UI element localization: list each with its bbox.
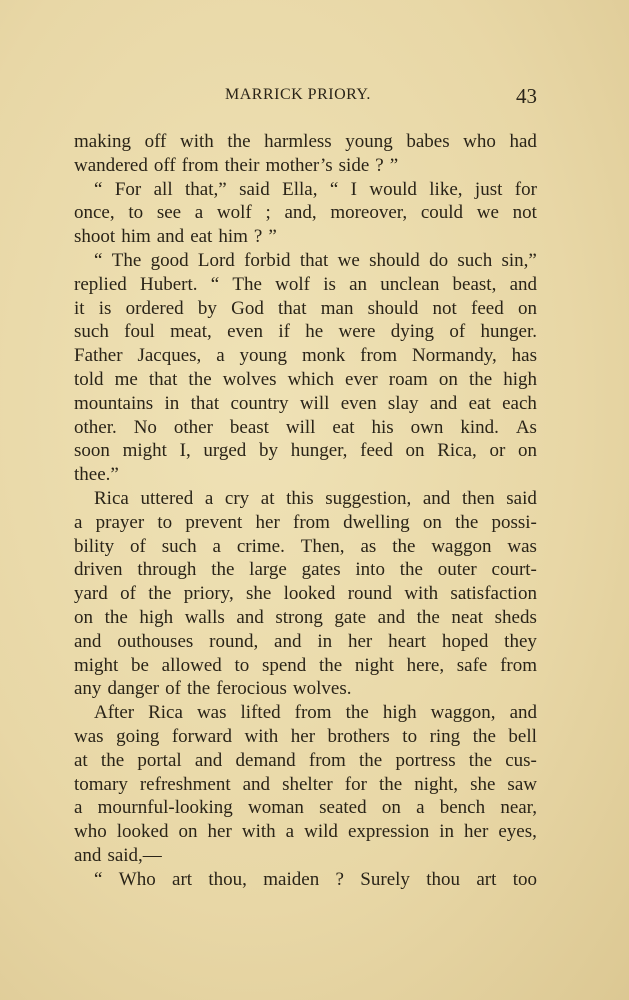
text-line: once, to see a wolf ; and, moreover, could we not	[74, 202, 537, 224]
text-line: “ For all that,” said Ella, “ I would like, just for	[94, 178, 537, 200]
text-line: and said,—	[74, 844, 162, 866]
text-line: on the high walls and strong gate and the neat sheds	[74, 606, 537, 628]
page-number: 43	[516, 84, 537, 108]
text-line: tomary refreshment and shelter for the night, she saw	[74, 773, 537, 795]
text-line: shoot him and eat him ? ”	[74, 226, 277, 248]
text-line: making off with the harmless young babes who had	[74, 131, 537, 152]
text-line: who looked on her with a wild expression in her eyes,	[74, 821, 537, 843]
text-line: such foul meat, even if he were dying of hunger.	[74, 321, 537, 343]
text-line: any danger of the ferocious wolves.	[74, 678, 352, 700]
text-line: Rica uttered a cry at this suggestion, and then said	[94, 487, 537, 509]
text-line: bility of such a crime. Then, as the waggon was	[74, 535, 537, 557]
text-line: yard of the priory, she looked round with satisfaction	[74, 583, 537, 605]
text-line: told me that the wolves which ever roam on the high	[74, 368, 537, 390]
text-line: a prayer to prevent her from dwelling on the possi-	[74, 511, 537, 533]
text-line: thee.”	[74, 464, 119, 486]
text-line: Father Jacques, a young monk from Normandy, has	[74, 345, 537, 367]
text-line: “ Who art thou, maiden ? Surely thou art too	[94, 868, 537, 890]
running-head	[75, 86, 537, 110]
text-line: and outhouses round, and in her heart hoped they	[74, 630, 537, 652]
text-line: was going forward with her brothers to ring the bell	[74, 725, 537, 747]
text-line: driven through the large gates into the outer court-	[74, 559, 537, 581]
text-line: other. No other beast will eat his own kind. As	[74, 416, 537, 438]
text-line: at the portal and demand from the portress the cus-	[74, 749, 537, 771]
text-line: After Rica was lifted from the high waggon, and	[94, 702, 537, 724]
text-line: mountains in that country will even slay and eat each	[74, 392, 537, 414]
text-line: wandered off from their mother’s side ? ”	[74, 154, 399, 176]
text-line: a mournful-looking woman seated on a bench near,	[74, 797, 537, 819]
text-line: might be allowed to spend the night here, safe from	[74, 654, 537, 676]
text-line: replied Hubert. “ The wolf is an unclean beast, and	[74, 273, 537, 295]
running-title: MARRICK PRIORY.	[225, 86, 371, 103]
text-line: “ The good Lord forbid that we should do such sin,”	[94, 249, 537, 271]
body-text	[74, 130, 537, 892]
text-line: it is ordered by God that man should not feed on	[74, 297, 537, 319]
text-line: soon might I, urged by hunger, feed on Rica, or on	[74, 440, 537, 462]
